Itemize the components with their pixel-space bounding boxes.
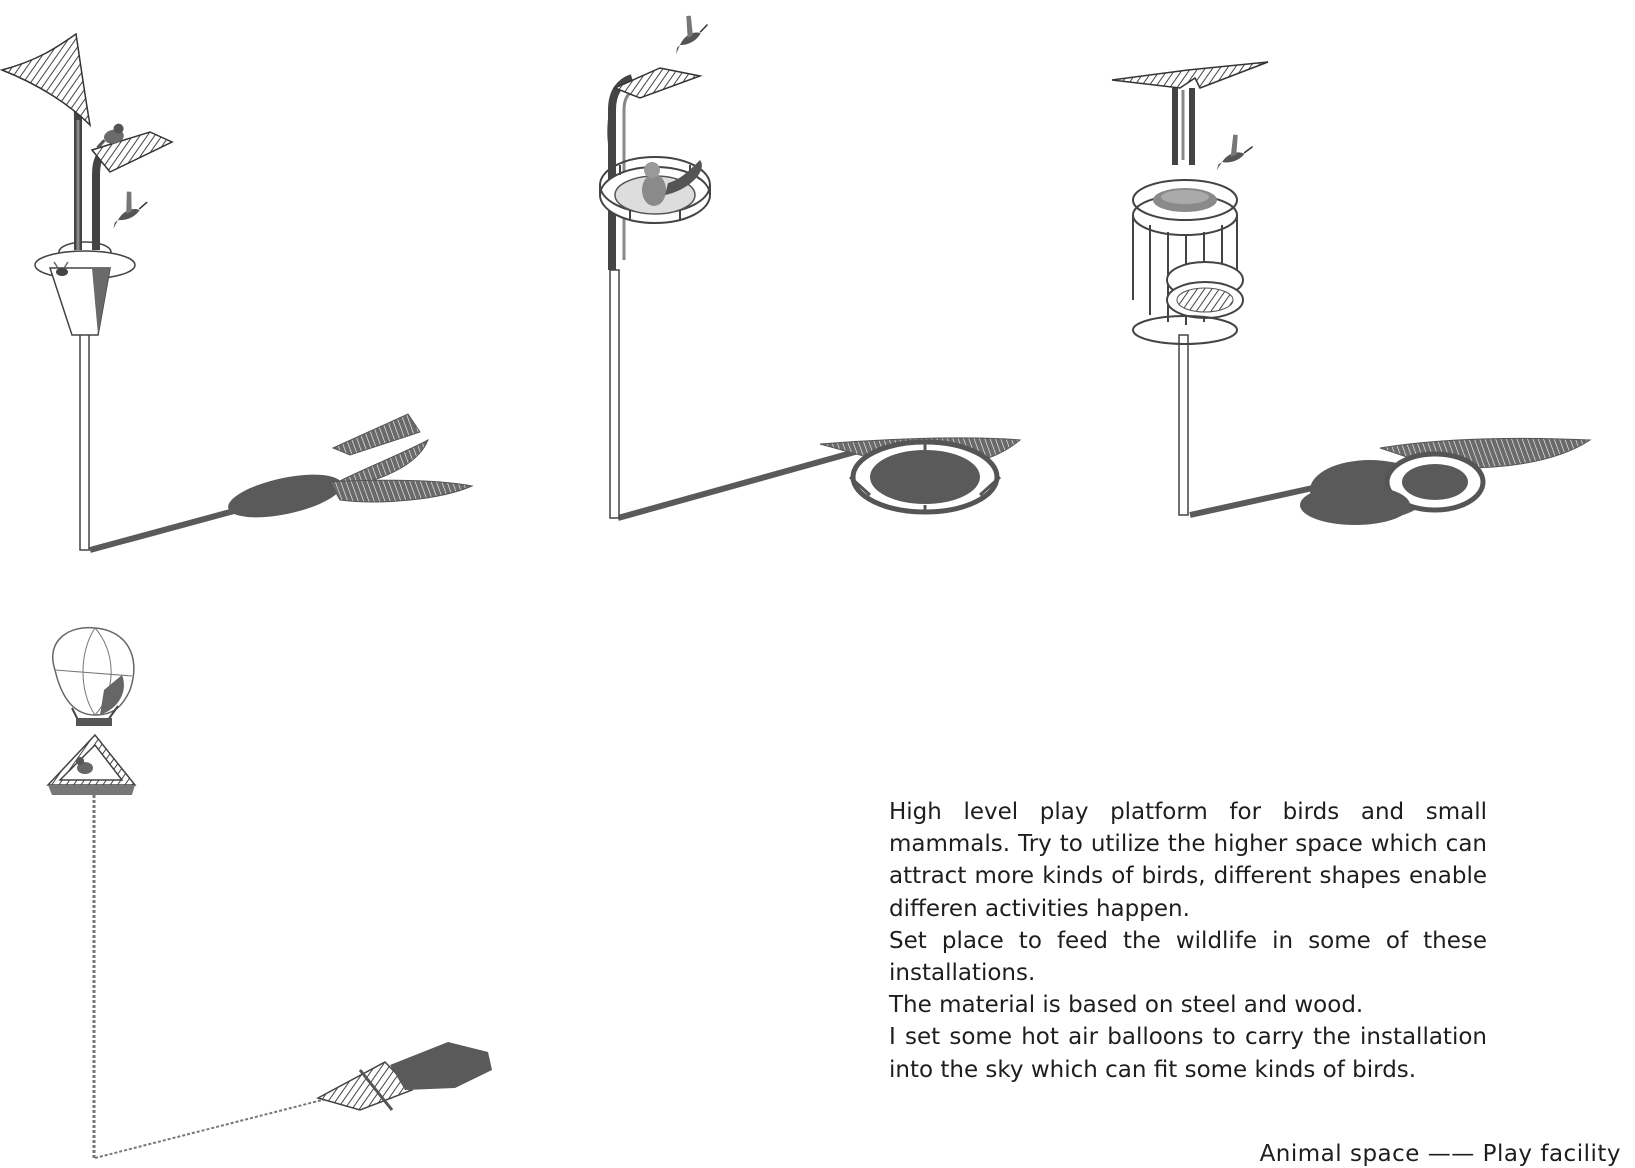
balloon-icon (53, 628, 134, 726)
hummingbird-icon (662, 9, 712, 54)
hummingbird-icon (101, 186, 151, 229)
description-paragraph-1: High level play platform for birds and small mammals. Try to utilize the higher space which can attract more kinds of birds, different shapes enable differen activities happen. (889, 799, 1487, 922)
description-text (889, 796, 1487, 1086)
figure-caption: Animal space —— Play facility (1259, 1141, 1621, 1167)
description-paragraph-3: The material is based on steel and wood. (889, 992, 1364, 1019)
shadow-cage-tower (1190, 438, 1590, 525)
description-paragraph-4: I set some hot air balloons to carry the installation into the sky which can fit some kinds of birds. (889, 1024, 1487, 1083)
shadow-ring-platform (618, 438, 1020, 518)
installation-ring-platform (600, 9, 1020, 518)
cone-feeder (35, 242, 135, 335)
hummingbird-icon (1207, 130, 1256, 171)
shadow-leaf-feeder (90, 414, 472, 550)
installation-leaf-roof-feeder (2, 34, 472, 550)
installation-cage-tower (1112, 62, 1590, 525)
installation-balloon-platform (48, 628, 492, 1158)
shadow-balloon-platform (95, 1042, 492, 1158)
description-paragraph-2: Set place to feed the wildlife in some of these installations. (889, 927, 1487, 987)
nest-icon (1153, 188, 1217, 212)
